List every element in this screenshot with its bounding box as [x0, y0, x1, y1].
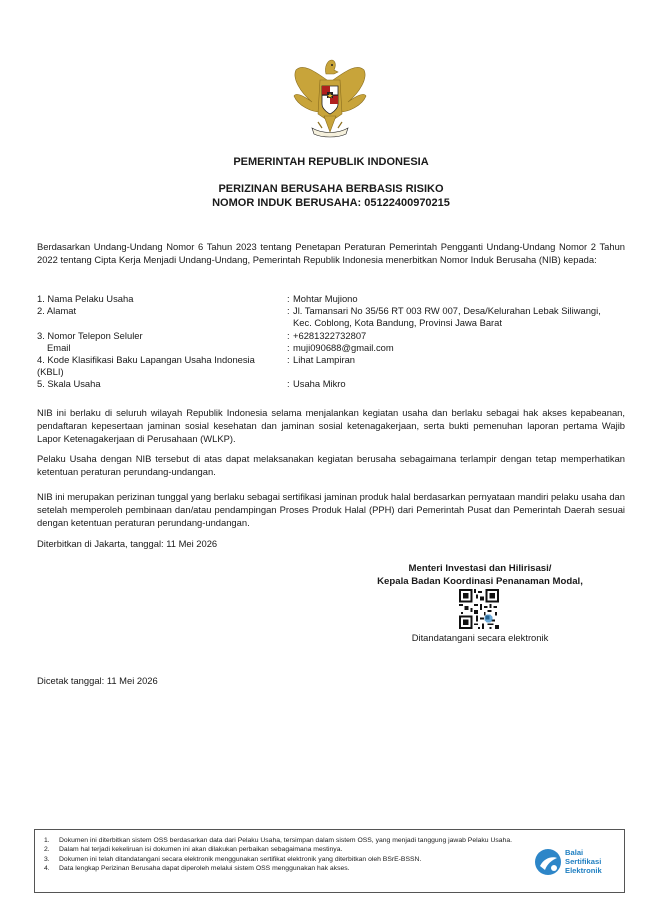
issued-date: Diterbitkan di Jakarta, tanggal: 11 Mei 2026 — [37, 538, 218, 549]
field-label: 3. Nomor Telepon Seluler — [37, 330, 143, 341]
footer-note-text: Dalam hal terjadi kekeliruan isi dokumen ini akan dilakukan perbaikan sebagaimana mestinya. — [59, 846, 343, 854]
field-value: Mohtar Mujiono — [293, 293, 358, 304]
field-label: 1. Nama Pelaku Usaha — [37, 293, 134, 304]
field-value: Jl. Tamansari No 35/56 RT 003 RW 007, Desa/Kelurahan Lebak Siliwangi, Kec. Coblong, Kota Bandung, Provinsi Jawa Barat — [293, 305, 601, 328]
activity-paragraph: Pelaku Usaha dengan NIB tersebut di atas dapat melaksanakan kegiatan berusaha sebagaimana terlampir dengan tetap memperhatikan ketentuan peraturan perundang-undangan. — [37, 453, 625, 477]
bsre-logo-line3: Elektronik — [565, 866, 602, 875]
footer-note-number: 3. — [44, 855, 50, 863]
field-separator: : — [287, 354, 290, 365]
field-label: 5. Skala Usaha — [37, 378, 101, 389]
field-separator: : — [287, 305, 290, 316]
garuda-emblem-icon — [282, 52, 378, 144]
print-date: Dicetak tanggal: 11 Mei 2026 — [37, 675, 158, 686]
footer-notes-list — [42, 836, 522, 874]
footer-note-number: 2. — [44, 846, 50, 854]
field-value: Lihat Lampiran — [293, 354, 356, 365]
footer-note — [42, 845, 522, 854]
bsre-logo — [533, 844, 621, 880]
footer-note-number: 1. — [44, 837, 50, 844]
footer-notes-box — [34, 829, 625, 893]
footer-note — [42, 836, 522, 845]
field-label: 2. Alamat — [37, 305, 77, 316]
field-value: Usaha Mikro — [293, 378, 346, 389]
field-separator: : — [287, 330, 290, 341]
footer-note-text: Dokumen ini telah ditandatangani secara elektronik menggunakan sertifikat elektronik yang diterbitkan oleh BSrE-BSSN. — [59, 855, 422, 863]
field-separator: : — [287, 378, 290, 389]
intro-paragraph: Berdasarkan Undang-Undang Nomor 6 Tahun 2023 tentang Penetapan Peraturan Pemerintah Pengganti Undang-Undang Nomor 2 Tahun 2022 tentang Cipta Kerja Menjadi Undang-Undang, Pemerintah Republik Indonesia menerbitkan Nomor Induk Berusaha (NIB) kepada: — [37, 241, 625, 265]
field-value: +6281322732807 — [293, 330, 367, 341]
qr-code-icon — [459, 589, 499, 629]
field-label: 4. Kode Klasifikasi Baku Lapangan Usaha Indonesia (KBLI) — [37, 354, 255, 377]
footer-note-text: Data lengkap Perizinan Berusaha dapat diperoleh melalui sistem OSS menggunakan hak akses. — [59, 865, 350, 873]
field-label: Email — [47, 342, 71, 353]
validity-paragraph: NIB ini berlaku di seluruh wilayah Republik Indonesia selama menjalankan kegiatan usaha dan berlaku sebagai hak akses kepabeanan, pendaftaran kepesertaan jaminan sosial kesehatan dan jaminan sosial ketenagakerjaan, serta bukti pemenuhan laporan pertama Wajib Lapor Ketenagakerjaan di Perusahaan (WLKP). — [37, 407, 625, 444]
bsre-logo-icon — [533, 846, 563, 878]
electronic-signature-note: Ditandatangani secara elektronik — [411, 632, 549, 643]
field-separator: : — [287, 342, 290, 353]
document-title: PERIZINAN BERUSAHA BERBASIS RISIKO — [218, 183, 444, 195]
footer-note — [42, 855, 522, 864]
footer-note-number: 4. — [44, 865, 50, 873]
signatory-title-line1: Menteri Investasi dan Hilirisasi/ — [408, 563, 552, 574]
bsre-logo-line2: Sertifikasi — [565, 857, 602, 866]
signatory-title-line2: Kepala Badan Koordinasi Penanaman Modal, — [377, 576, 583, 587]
footer-note — [42, 864, 522, 873]
halal-paragraph: NIB ini merupakan perizinan tunggal yang berlaku sebagai sertifikasi jaminan produk halal berdasarkan pernyataan mandiri pelaku usaha dan setelah memperoleh pembinaan dan/atau pendampingan Proses Produk Halal (PPH) dari Pemerintah Pusat dan Pemerintah Daerah sesuai dengan ketentuan peraturan perundang-undangan. — [37, 491, 625, 528]
footer-note-text: Dokumen ini diterbitkan sistem OSS berdasarkan data dari Pelaku Usaha, tersimpan dalam sistem OSS, yang menjadi tanggung jawab Pelaku Usaha. — [59, 837, 512, 844]
field-value: muji090688@gmail.com — [293, 342, 394, 353]
bsre-logo-line1: Balai — [565, 848, 584, 857]
bsre-logo-text — [565, 848, 602, 875]
nib-number: NOMOR INDUK BERUSAHA: 05122400970215 — [212, 197, 450, 209]
field-separator: : — [287, 293, 290, 304]
government-title: PEMERINTAH REPUBLIK INDONESIA — [233, 156, 429, 168]
